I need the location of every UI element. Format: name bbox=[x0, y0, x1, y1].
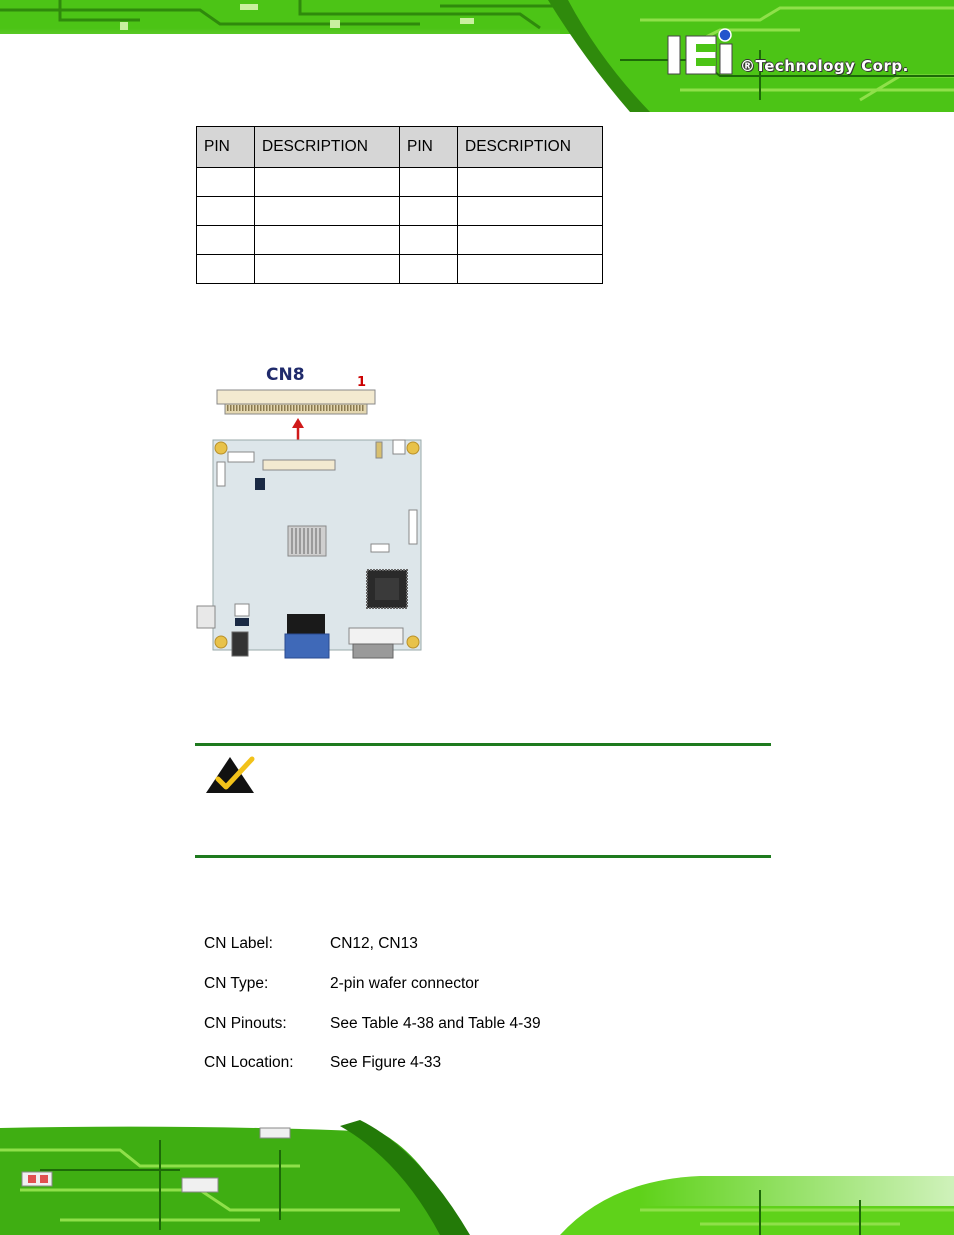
table-cell bbox=[255, 255, 400, 284]
info-value: See Figure 4-33 bbox=[330, 1054, 442, 1071]
note-checkmark-icon bbox=[204, 755, 256, 795]
footer-pcb-art bbox=[0, 1120, 954, 1235]
pin-table bbox=[196, 126, 603, 284]
table-row bbox=[197, 197, 603, 226]
table-row bbox=[197, 168, 603, 197]
company-logo-text: ®Technology Corp. bbox=[740, 57, 909, 75]
header-pcb-art bbox=[0, 0, 954, 112]
info-label: CN Label: bbox=[204, 935, 273, 952]
dvi-port-icon bbox=[349, 628, 403, 658]
table-cell bbox=[197, 255, 255, 284]
header-pin-2: PIN bbox=[400, 127, 458, 168]
table-header-row bbox=[197, 127, 603, 168]
table-row bbox=[197, 255, 603, 284]
note-top-rule bbox=[195, 743, 771, 746]
table-cell bbox=[400, 168, 458, 197]
info-value: See Table 4-38 and Table 4-39 bbox=[330, 1015, 541, 1032]
connector-label-cn8: CN8 bbox=[266, 365, 305, 385]
heatsink-icon bbox=[288, 526, 326, 556]
table-cell bbox=[400, 197, 458, 226]
table-cell bbox=[197, 226, 255, 255]
iei-logo-icon bbox=[668, 29, 732, 74]
header-description-2: DESCRIPTION bbox=[458, 127, 603, 168]
header-description-1: DESCRIPTION bbox=[255, 127, 400, 168]
table-cell bbox=[255, 168, 400, 197]
board-diagram bbox=[195, 362, 435, 664]
header-pin-1: PIN bbox=[197, 127, 255, 168]
cn8-connector-zoom bbox=[217, 390, 375, 414]
table-cell bbox=[458, 197, 603, 226]
info-value: CN12, CN13 bbox=[330, 935, 418, 952]
info-label: CN Location: bbox=[204, 1054, 294, 1071]
page-header bbox=[0, 0, 954, 112]
info-label: CN Pinouts: bbox=[204, 1015, 287, 1032]
info-row-cn-pinouts bbox=[204, 1014, 541, 1034]
table-cell bbox=[255, 226, 400, 255]
vga-port-icon bbox=[285, 614, 329, 658]
table-cell bbox=[400, 255, 458, 284]
table-cell bbox=[458, 226, 603, 255]
note-bottom-rule bbox=[195, 855, 771, 858]
chip-icon bbox=[367, 570, 407, 608]
table-cell bbox=[400, 226, 458, 255]
table-cell bbox=[255, 197, 400, 226]
table-cell bbox=[458, 168, 603, 197]
table-cell bbox=[197, 168, 255, 197]
connector-location-figure bbox=[195, 362, 435, 664]
table-cell bbox=[197, 197, 255, 226]
info-label: CN Type: bbox=[204, 975, 269, 992]
info-row-cn-location bbox=[204, 1053, 441, 1073]
page-footer bbox=[0, 1120, 954, 1235]
table-cell bbox=[458, 255, 603, 284]
table-row bbox=[197, 226, 603, 255]
info-row-cn-label bbox=[204, 934, 418, 954]
pin-1-marker: 1 bbox=[357, 375, 367, 390]
info-value: 2-pin wafer connector bbox=[330, 975, 480, 992]
info-row-cn-type bbox=[204, 974, 479, 994]
